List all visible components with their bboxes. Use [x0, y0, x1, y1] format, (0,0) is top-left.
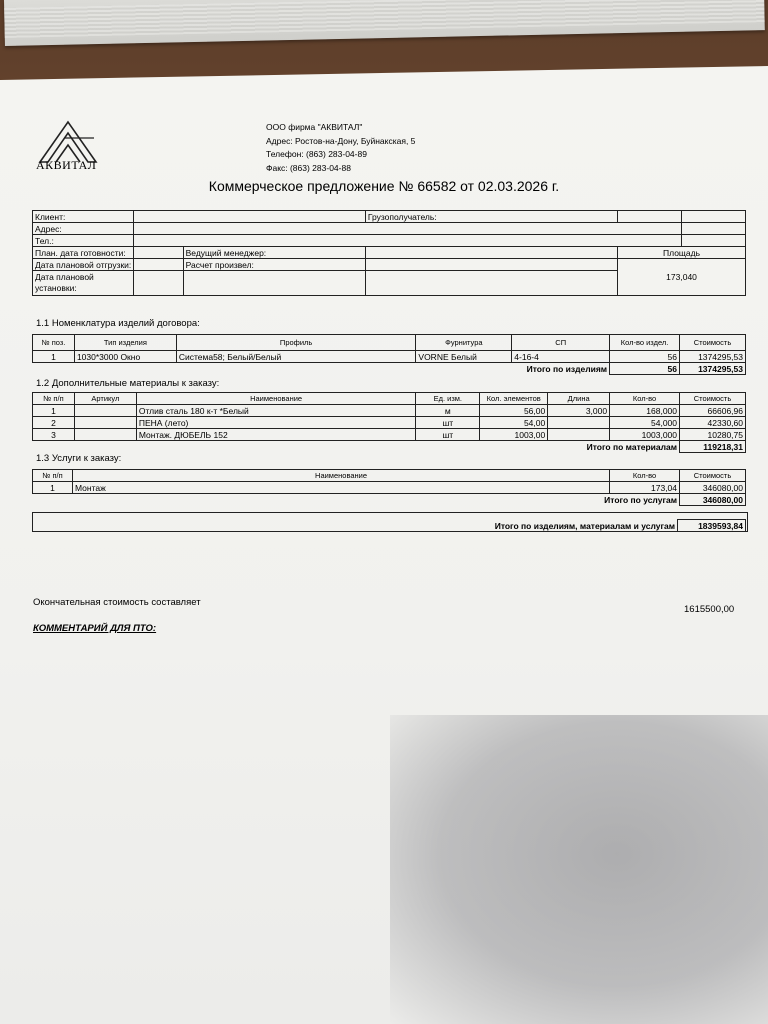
products-header: Тип изделия [74, 335, 176, 351]
table-row: 3 Монтаж. ДЮБЕЛЬ 152 шт 1003,00 1003,000 10280,75 [33, 429, 746, 441]
products-total-row [33, 363, 746, 375]
manager-label: Ведущий менеджер: [183, 247, 365, 259]
calc-by-label: Расчет произвел: [183, 259, 365, 271]
company-fax: Факс: (863) 283-04-88 [266, 162, 351, 173]
products-header: Фурнитура [416, 335, 512, 351]
products-header: Кол-во издел. [610, 335, 680, 351]
grand-total-label: Итого по изделиям, материалам и услугам [494, 520, 676, 531]
company-phone: Телефон: (863) 283-04-89 [266, 149, 367, 159]
products-table [32, 334, 746, 375]
company-name: ООО фирма "АКВИТАЛ" [266, 122, 363, 132]
area-label: Площадь [618, 247, 746, 259]
install-date-label: Дата плановой установки: [33, 271, 134, 296]
client-label: Клиент: [33, 211, 134, 223]
client-value [134, 211, 366, 223]
products-header: Стоимость [680, 335, 746, 351]
products-total-cost: 1374295,53 [680, 363, 746, 375]
comment-heading: КОММЕНТАРИЙ ДЛЯ ПТО: [33, 623, 157, 634]
materials-table [32, 392, 746, 453]
materials-total-label: Итого по материалам [33, 441, 680, 453]
company-address: Адрес: Ростов-на-Дону, Буйнакская, 5 [266, 135, 416, 146]
table-row: 1 Отлив сталь 180 к-т *Белый м 56,00 3,000 168,000 66606,96 [33, 405, 746, 417]
phone-label: Тел.: [33, 235, 134, 247]
services-table [32, 469, 746, 506]
materials-total-row [33, 441, 746, 453]
final-cost-label: Окончательная стоимость составляет [33, 597, 201, 608]
services-header: Кол-во [610, 470, 680, 482]
materials-total-cost: 119218,31 [680, 441, 746, 453]
logo-text: АКВИТАЛ [36, 158, 97, 172]
products-header: Профиль [176, 335, 416, 351]
shipment-date-label: Дата плановой отгрузки: [33, 259, 134, 271]
services-total-row [33, 494, 746, 506]
services-header: Стоимость [680, 470, 746, 482]
materials-header: Длина [548, 393, 610, 405]
materials-header: Кол-во [610, 393, 680, 405]
section-1-title: 1.1 Номенклатура изделий договора: [36, 318, 200, 329]
section-2-title: 1.2 Дополнительные материалы к заказу: [36, 378, 220, 389]
products-header: № поз. [33, 335, 75, 351]
client-info-table [32, 210, 746, 296]
consignee-extra [681, 211, 745, 223]
grand-total-value: 1839593,84 [678, 520, 746, 532]
products-total-qty: 56 [610, 363, 680, 375]
consignee-label: Грузополучатель: [365, 211, 617, 223]
section-3-title: 1.3 Услуги к заказу: [36, 453, 122, 464]
services-total-label: Итого по услугам [33, 494, 680, 506]
ready-date-label: План. дата готовности: [33, 247, 134, 259]
services-total-cost: 346080,00 [680, 494, 746, 506]
materials-header: Наименование [136, 393, 416, 405]
grand-total-table [32, 519, 746, 532]
materials-header: Артикул [74, 393, 136, 405]
materials-header: № п/п [33, 393, 75, 405]
products-header: СП [512, 335, 610, 351]
products-total-label: Итого по изделиям [33, 363, 610, 375]
table-row: 1 1030*3000 Окно Система58; Белый/Белый VORNE Белый 4-16-4 56 1374295,53 [33, 351, 746, 363]
table-row: 1 Монтаж 173,04 346080,00 [33, 482, 746, 494]
area-value: 173,040 [618, 259, 746, 296]
services-header: Наименование [72, 470, 609, 482]
services-header: № п/п [33, 470, 73, 482]
materials-header: Ед. изм. [416, 393, 480, 405]
company-info [266, 121, 415, 175]
materials-header: Кол. элементов [480, 393, 548, 405]
table-row: 2 ПЕНА (лето) шт 54,00 54,000 42330,60 [33, 417, 746, 429]
materials-header: Стоимость [680, 393, 746, 405]
document-title: Коммерческое предложение № 66582 от 02.03.2026 г. [208, 178, 560, 194]
final-cost-value: 1615500,00 [684, 604, 735, 615]
consignee-value [618, 211, 681, 223]
address-label: Адрес: [33, 223, 134, 235]
